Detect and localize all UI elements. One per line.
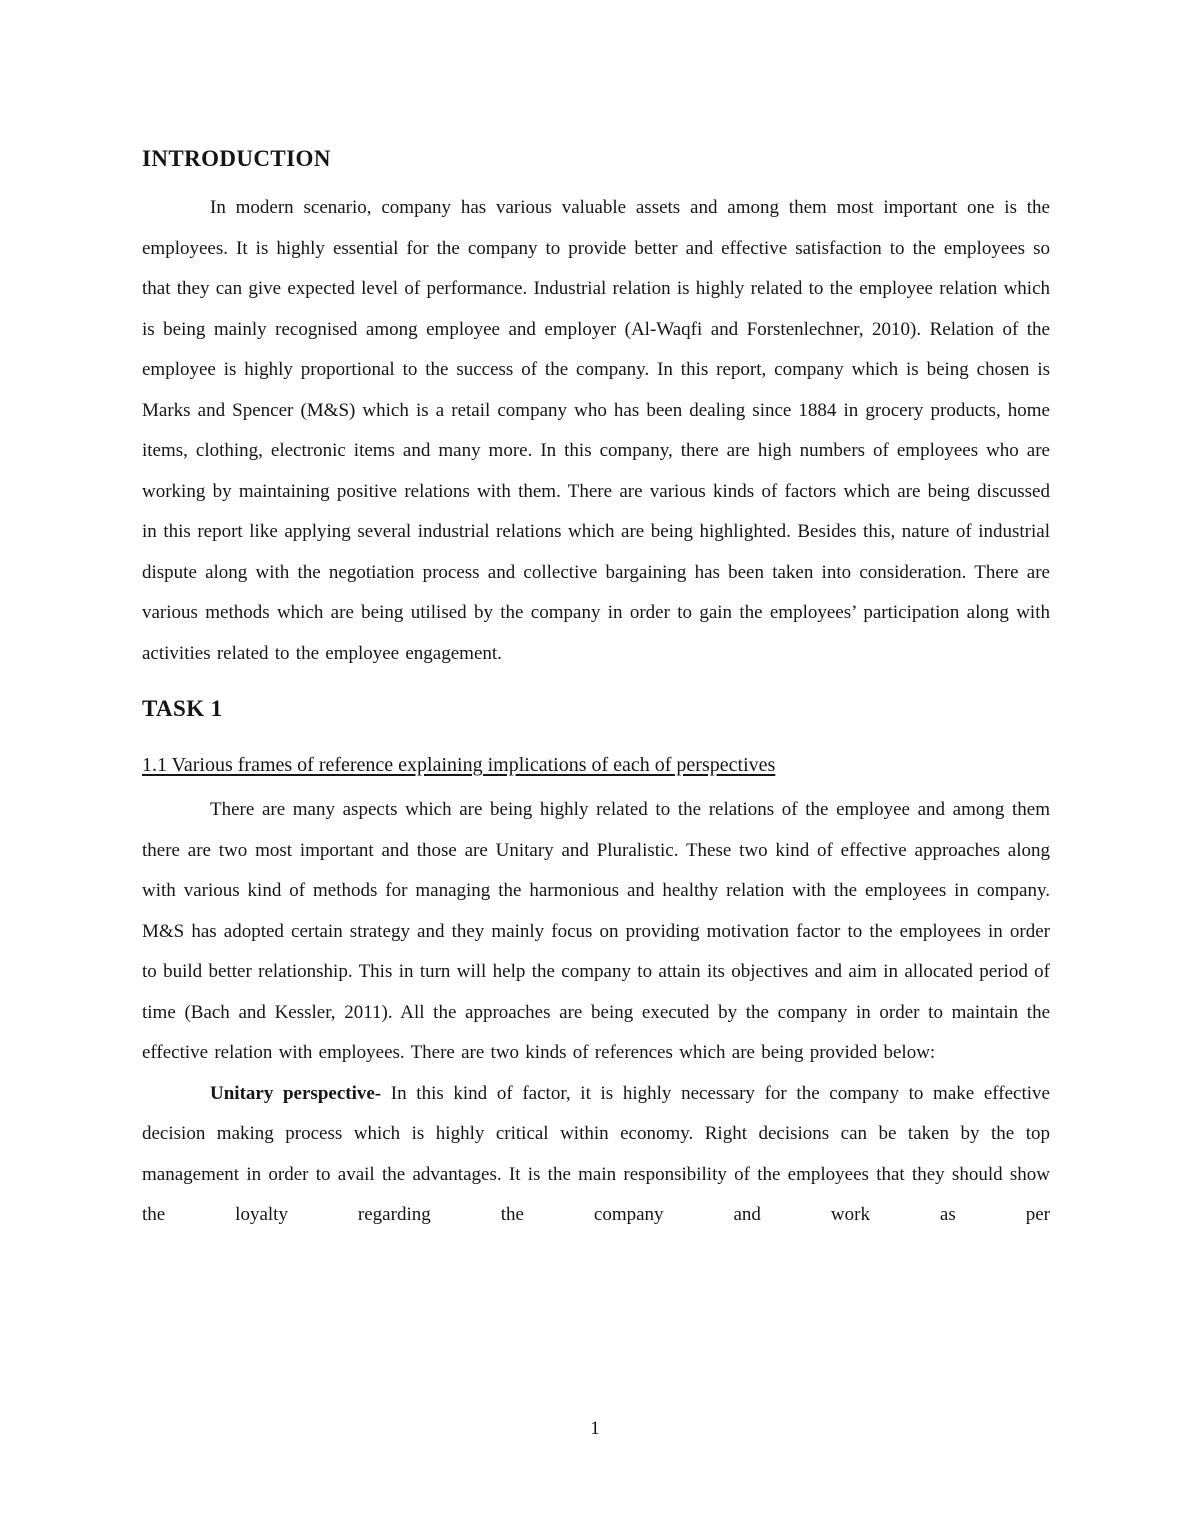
unitary-perspective-lead: Unitary perspective- xyxy=(210,1082,382,1104)
heading-introduction: INTRODUCTION xyxy=(142,146,331,171)
paragraph-unitary-perspective xyxy=(142,1074,1050,1236)
page-number: 1 xyxy=(590,1418,600,1439)
heading-task1: TASK 1 xyxy=(142,696,223,721)
paragraph-introduction: In modern scenario, company has various valuable assets and among them most important one is the employees. It is highly essential for the company to provide better and effective satisfaction to the employees so that they can give expected level of performance. Industrial relation is highly related to the employee relation which is being mainly recognised among employee and employer (Al-Waqfi and Forstenlechner, 2010). Relation of the employee is highly proportional to the success of the company. In this report, company which is being chosen is Marks and Spencer (M&S) which is a retail company who has been dealing since 1884 in grocery products, home items, clothing, electronic items and many more. In this company, there are high numbers of employees who are working by maintaining positive relations with them. There are various kinds of factors which are being discussed in this report like applying several industrial relations which are being highlighted. Besides this, nature of industrial dispute along with the negotiation process and collective bargaining has been taken into consideration. There are various methods which are being utilised by the company in order to gain the employees’ participation along with activities related to the employee engagement. xyxy=(142,197,1050,664)
unitary-perspective-text: In this kind of factor, it is highly necessary for the company to make effective decision making process which is highly critical within economy. Right decisions can be taken by the top management in order to avail the advantages. It is the main responsibility of the employees that they should show the loyalty regarding the company and work as per xyxy=(142,1082,1050,1225)
subheading-1-1: 1.1 Various frames of reference explaining implications of each of perspectives xyxy=(142,754,776,776)
paragraph-frames-of-reference: There are many aspects which are being highly related to the relations of the employee and among them there are two most important and those are Unitary and Pluralistic. These two kind of effective approaches along with various kind of methods for managing the harmonious and healthy relation with the employees in company. M&S has adopted certain strategy and they mainly focus on providing motivation factor to the employees in order to build better relationship. This in turn will help the company to attain its objectives and aim in allocated period of time (Bach and Kessler, 2011). All the approaches are being executed by the company in order to maintain the effective relation with employees. There are two kinds of references which are being provided below: xyxy=(142,799,1050,1063)
